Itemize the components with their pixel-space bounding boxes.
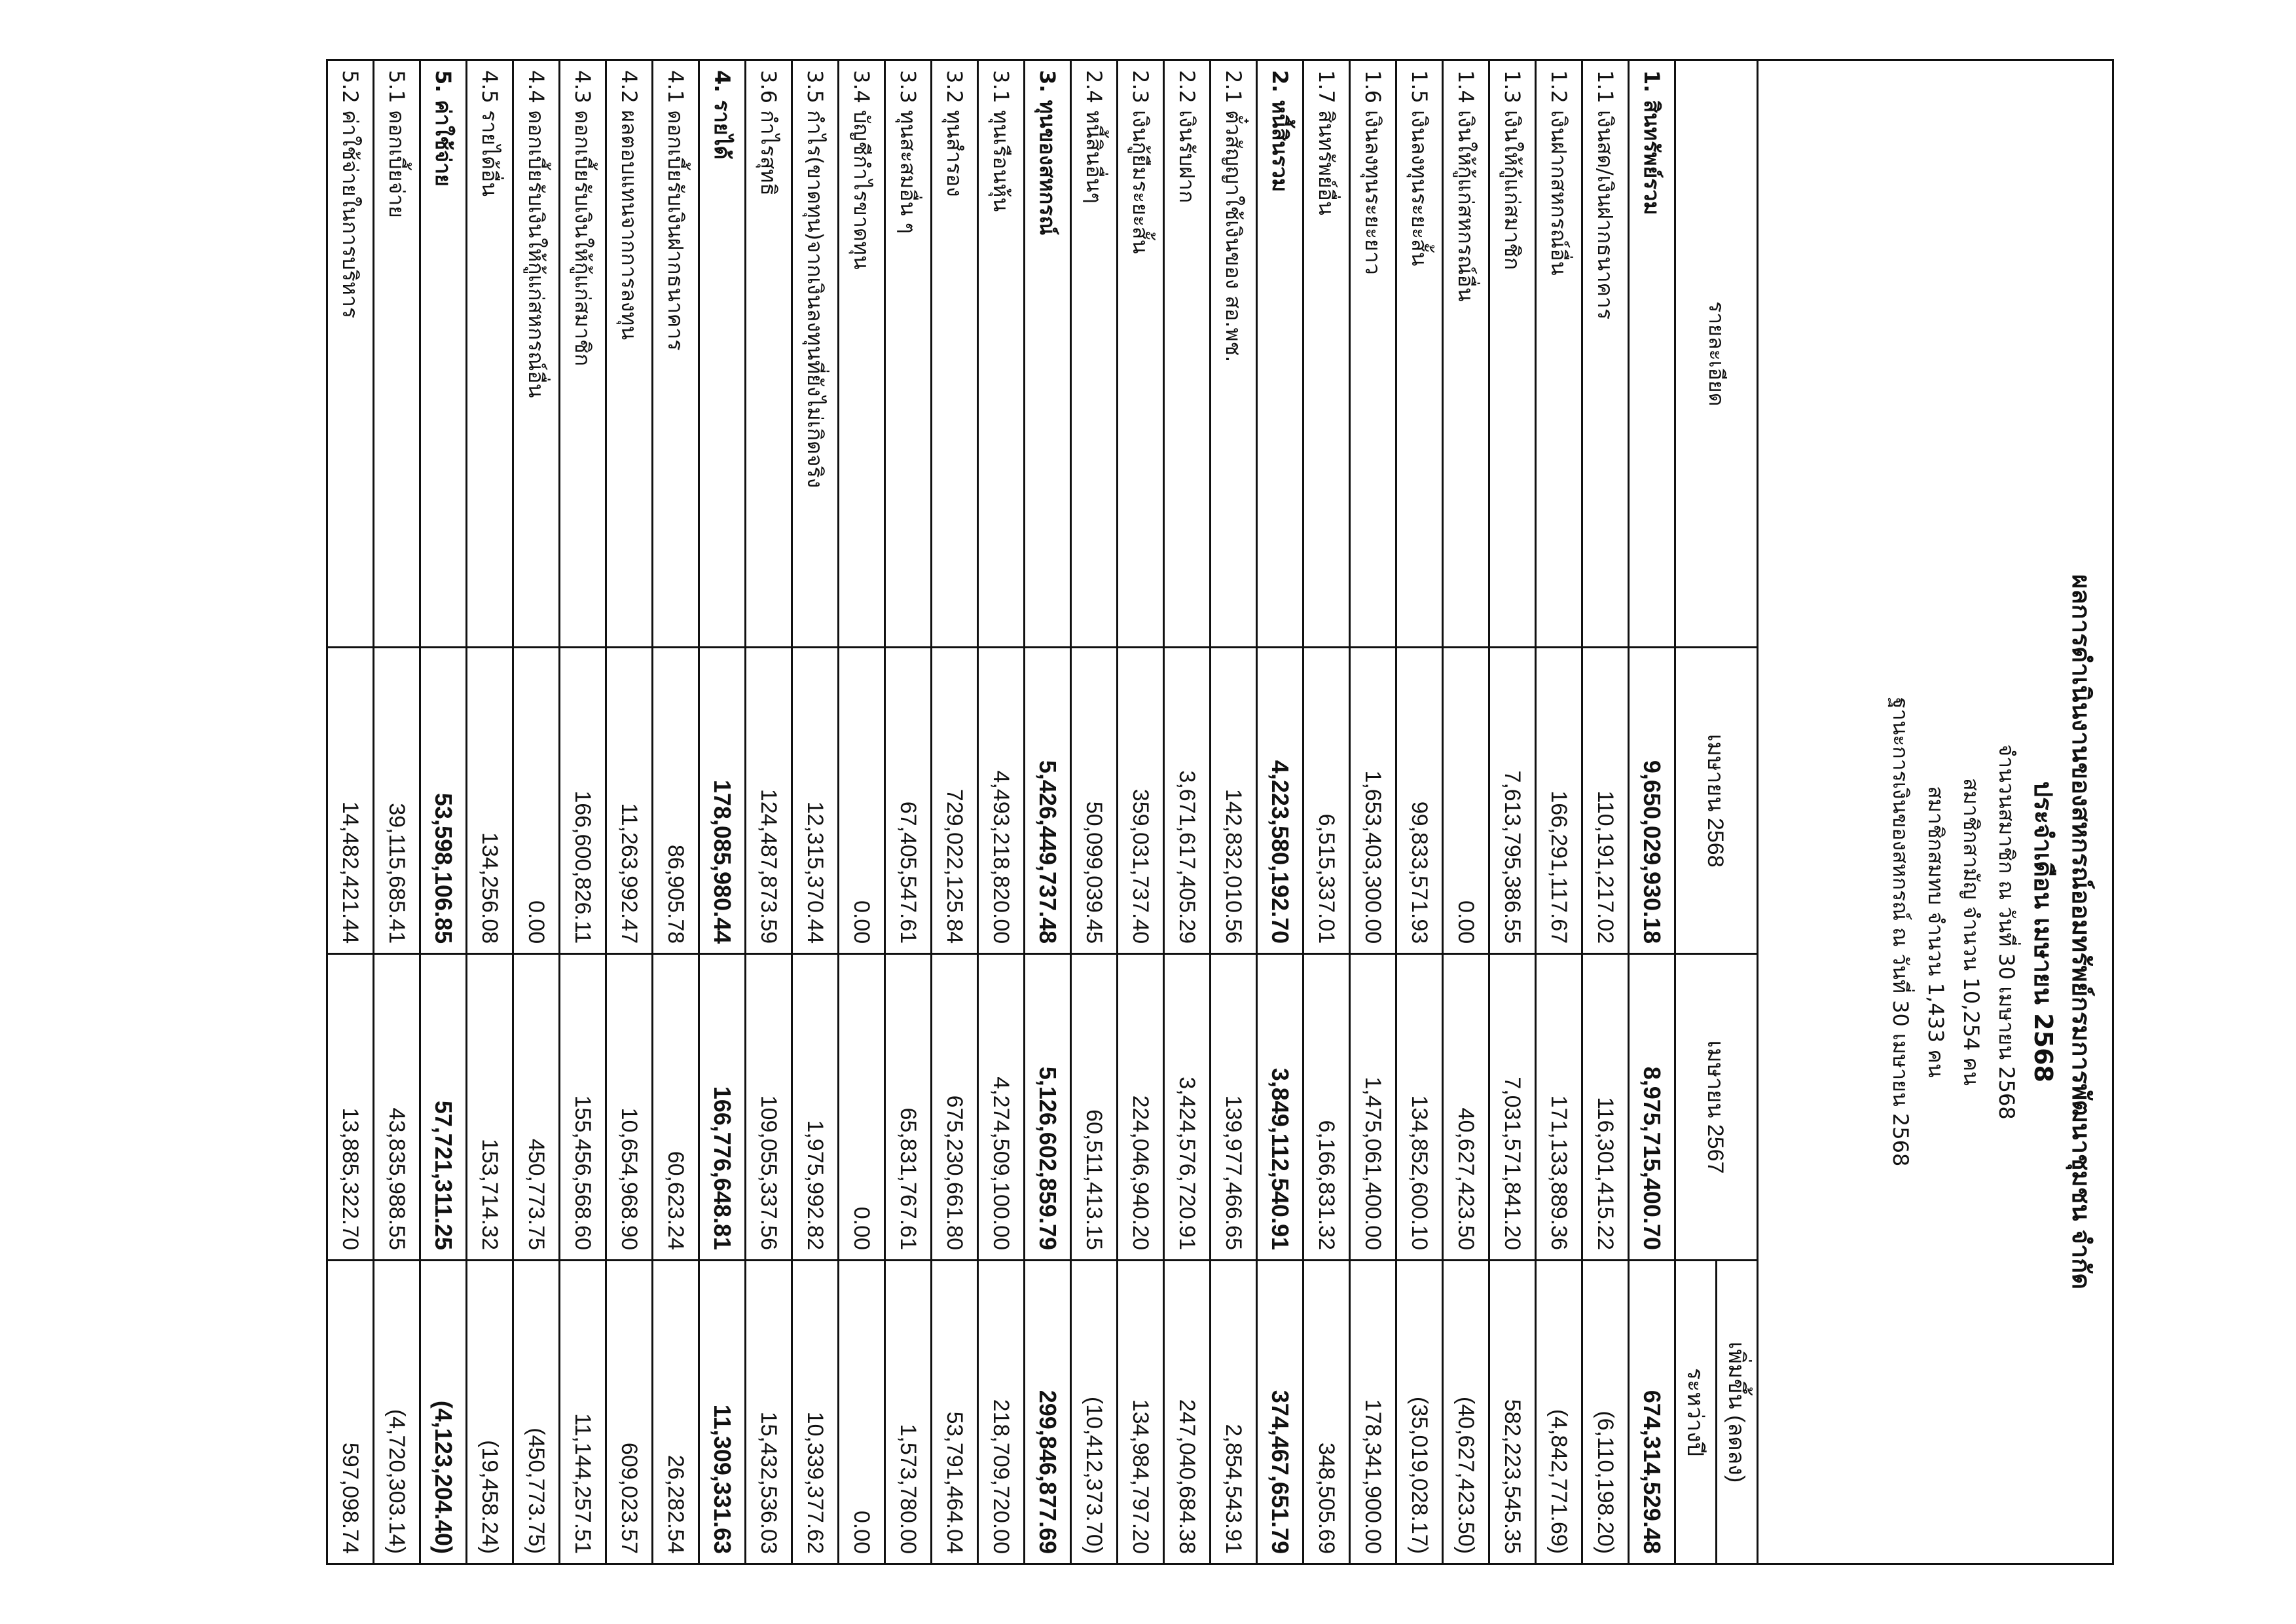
value-2567: 60,511,413.15 <box>1071 954 1118 1261</box>
value-change: (19,458.24) <box>467 1260 513 1564</box>
table-row <box>792 60 839 1564</box>
row-label: 2.1 ตั๋วสัญญาใช้เงินของ สอ.พช. <box>1211 60 1257 648</box>
value-2567: 8,975,715,400.70 <box>1629 954 1675 1261</box>
column-header-row <box>1717 60 1758 1564</box>
value-change: 597,098.74 <box>327 1260 374 1564</box>
value-2567: 40,627,423.50 <box>1443 954 1489 1261</box>
value-change: 582,223,545.35 <box>1489 1260 1536 1564</box>
value-change: 15,432,536.03 <box>746 1260 792 1564</box>
value-2568: 359,031,737.40 <box>1118 648 1164 954</box>
value-2567: 450,773.75 <box>513 954 560 1261</box>
row-label: 3.1 ทุนเรือนหุ้น <box>978 60 1025 648</box>
members-regular: สมาชิกสามัญ จำนวน 10,254 คน <box>1959 778 1984 1086</box>
value-change: 178,341,900.00 <box>1350 1260 1396 1564</box>
table-row <box>1489 60 1536 1564</box>
row-label: 3.6 กำไรสุทธิ <box>746 60 792 648</box>
value-2567: 10,654,968.90 <box>606 954 653 1261</box>
row-label: 2.2 เงินรับฝาก <box>1164 60 1211 648</box>
value-2567: 3,849,112,540.91 <box>1257 954 1303 1261</box>
header-title-row <box>1758 60 2113 1564</box>
row-label: 3.4 บัญชีกำไรขาดทุน <box>839 60 885 648</box>
row-label: 1.1 เงินสด/เงินฝากธนาคาร <box>1582 60 1629 648</box>
row-label: 1.6 เงินลงทุนระยะยาว <box>1350 60 1396 648</box>
table-row <box>1536 60 1582 1564</box>
value-2568: 0.00 <box>839 648 885 954</box>
value-2568: 3,671,617,405.29 <box>1164 648 1211 954</box>
table-row <box>653 60 699 1564</box>
value-2568: 6,515,337.01 <box>1303 648 1350 954</box>
row-label: 4.4 ดอกเบี้ยรับเงินให้กู้แก่สหกรณ์อื่น <box>513 60 560 648</box>
value-2568: 166,291,117.67 <box>1536 648 1582 954</box>
title-area <box>1883 310 2100 1554</box>
value-2567: 109,055,337.56 <box>746 954 792 1261</box>
value-2568: 67,405,547.61 <box>885 648 932 954</box>
table-row <box>1164 60 1211 1564</box>
row-label: 4.2 ผลตอบแทนจากการลงทุน <box>606 60 653 648</box>
value-change: (450,773.75) <box>513 1260 560 1564</box>
value-change: 134,984,797.20 <box>1118 1260 1164 1564</box>
value-2567: 1,975,992.82 <box>792 954 839 1261</box>
value-2568: 134,256.08 <box>467 648 513 954</box>
y2568-header: เมษายน 2568 <box>1675 648 1758 954</box>
table-row <box>513 60 560 1564</box>
value-2568: 9,650,029,930.18 <box>1629 648 1675 954</box>
financial-table <box>326 59 2114 1565</box>
table-row <box>1118 60 1164 1564</box>
value-change: 374,467,651.79 <box>1257 1260 1303 1564</box>
row-label: 2. หนี้สินรวม <box>1257 60 1303 648</box>
value-change: (4,842,771.69) <box>1536 1260 1582 1564</box>
value-change: 674,314,529.48 <box>1629 1260 1675 1564</box>
value-2567: 5,126,602,859.79 <box>1025 954 1071 1261</box>
row-label: 1. สินทรัพย์รวม <box>1629 60 1675 648</box>
value-2567: 134,852,600.10 <box>1396 954 1443 1261</box>
row-label: 5.2 ค่าใช้จ่ายในการบริหาร <box>327 60 374 648</box>
row-label: 4.5 รายได้อื่น <box>467 60 513 648</box>
value-2568: 1,653,403,300.00 <box>1350 648 1396 954</box>
row-label: 1.7 สินทรัพย์อื่น <box>1303 60 1350 648</box>
value-2568: 11,263,992.47 <box>606 648 653 954</box>
value-2567: 57,721,311.25 <box>420 954 467 1261</box>
value-2567: 171,133,889.36 <box>1536 954 1582 1261</box>
value-2568: 50,099,039.45 <box>1071 648 1118 954</box>
table-row <box>374 60 420 1564</box>
value-change: 2,854,543.91 <box>1211 1260 1257 1564</box>
value-2568: 166,600,826.11 <box>560 648 606 954</box>
row-label: 1.2 เงินฝากสหกรณ์อื่น <box>1536 60 1582 648</box>
value-change: 1,573,780.00 <box>885 1260 932 1564</box>
value-change: (6,110,198.20) <box>1582 1260 1629 1564</box>
table-row <box>1025 60 1071 1564</box>
value-change: 218,709,720.00 <box>978 1260 1025 1564</box>
table-row <box>1071 60 1118 1564</box>
table-row <box>1582 60 1629 1564</box>
members-associate: สมาชิกสมทบ จำนวน 1,433 คน <box>1923 786 1948 1078</box>
row-label: 1.4 เงินให้กู้แก่สหกรณ์อื่น <box>1443 60 1489 648</box>
value-2567: 3,424,576,720.91 <box>1164 954 1211 1261</box>
row-label: 3.2 ทุนสำรอง <box>932 60 978 648</box>
table-row <box>1629 60 1675 1564</box>
row-label: 1.5 เงินลงทุนระยะสั้น <box>1396 60 1443 648</box>
y2567-header: เมษายน 2567 <box>1675 954 1758 1261</box>
row-label: 2.4 หนี้สินอื่นๆ <box>1071 60 1118 648</box>
table-row <box>606 60 653 1564</box>
value-2568: 5,426,449,737.48 <box>1025 648 1071 954</box>
value-2568: 39,115,685.41 <box>374 648 420 954</box>
row-label: 1.3 เงินให้กู้แก่สมาชิก <box>1489 60 1536 648</box>
members-total: จำนวนสมาชิก ณ วันที่ 30 เมษายน 2568 <box>1994 744 2019 1120</box>
row-label: 3.3 ทุนสะสมอื่น ๆ <box>885 60 932 648</box>
report-sheet <box>183 59 2114 1565</box>
value-2568: 4,223,580,192.70 <box>1257 648 1303 954</box>
value-2567: 155,456,568.60 <box>560 954 606 1261</box>
value-2567: 7,031,571,841.20 <box>1489 954 1536 1261</box>
value-change: 53,791,464.04 <box>932 1260 978 1564</box>
row-label: 5. ค่าใช้จ่าย <box>420 60 467 648</box>
value-2568: 142,832,010.56 <box>1211 648 1257 954</box>
value-2568: 110,191,217.02 <box>1582 648 1629 954</box>
row-label: 2.3 เงินกู้ยืมระยะสั้น <box>1118 60 1164 648</box>
value-2567: 1,475,061,400.00 <box>1350 954 1396 1261</box>
value-2567: 4,274,509,100.00 <box>978 954 1025 1261</box>
value-change: 348,505.69 <box>1303 1260 1350 1564</box>
value-change: 11,309,331.63 <box>699 1260 746 1564</box>
table-row <box>839 60 885 1564</box>
value-change: 609,023.57 <box>606 1260 653 1564</box>
value-2568: 0.00 <box>513 648 560 954</box>
table-row <box>699 60 746 1564</box>
value-change: 10,339,377.62 <box>792 1260 839 1564</box>
header-cell <box>1758 60 2113 1564</box>
value-change: (4,123,204.40) <box>420 1260 467 1564</box>
value-2567: 153,714.32 <box>467 954 513 1261</box>
table-row <box>467 60 513 1564</box>
table-row <box>1396 60 1443 1564</box>
value-change: 11,144,257.51 <box>560 1260 606 1564</box>
value-2567: 65,831,767.61 <box>885 954 932 1261</box>
value-change: (40,627,423.50) <box>1443 1260 1489 1564</box>
table-row <box>885 60 932 1564</box>
value-2568: 729,022,125.84 <box>932 648 978 954</box>
value-change: (10,412,373.70) <box>1071 1260 1118 1564</box>
value-2568: 53,598,106.85 <box>420 648 467 954</box>
table-row <box>978 60 1025 1564</box>
value-change: 26,282.54 <box>653 1260 699 1564</box>
value-2567: 0.00 <box>839 954 885 1261</box>
row-label: 4. รายได้ <box>699 60 746 648</box>
value-2567: 43,835,988.55 <box>374 954 420 1261</box>
value-2568: 124,487,873.59 <box>746 648 792 954</box>
table-row <box>932 60 978 1564</box>
change-group-header: เพิ่มขึ้น (ลดลง) <box>1717 1260 1758 1564</box>
value-change: 299,846,877.69 <box>1025 1260 1071 1564</box>
table-row <box>560 60 606 1564</box>
value-2568: 99,833,571.93 <box>1396 648 1443 954</box>
value-2567: 166,776,648.81 <box>699 954 746 1261</box>
table-row <box>420 60 467 1564</box>
row-label: 3. ทุนของสหกรณ์ <box>1025 60 1071 648</box>
value-2568: 4,493,218,820.00 <box>978 648 1025 954</box>
value-change: 247,040,684.38 <box>1164 1260 1211 1564</box>
value-2567: 224,046,940.20 <box>1118 954 1164 1261</box>
table-row <box>327 60 374 1564</box>
row-label: 3.5 กำไร(ขาดทุน)จากเงินลงทุนที่ยังไม่เกิดจริง <box>792 60 839 648</box>
report-subtitle: ประจำเดือน เมษายน 2568 <box>2029 781 2058 1082</box>
financial-note: ฐานะการเงินของสหกรณ์ ณ วันที่ 30 เมษายน 2568 <box>1888 697 1913 1167</box>
value-2567: 675,230,661.80 <box>932 954 978 1261</box>
value-2567: 13,885,322.70 <box>327 954 374 1261</box>
table-row <box>746 60 792 1564</box>
row-label: 4.3 ดอกเบี้ยรับเงินให้กู้แก่สมาชิก <box>560 60 606 648</box>
value-change: 0.00 <box>839 1260 885 1564</box>
value-2567: 60,623.24 <box>653 954 699 1261</box>
row-label: 5.1 ดอกเบี้ยจ่าย <box>374 60 420 648</box>
value-2568: 14,482,421.44 <box>327 648 374 954</box>
table-row <box>1211 60 1257 1564</box>
table-row <box>1443 60 1489 1564</box>
value-2567: 6,166,831.32 <box>1303 954 1350 1261</box>
table-row <box>1257 60 1303 1564</box>
detail-header: รายละเอียด <box>1675 60 1758 648</box>
table-row <box>1350 60 1396 1564</box>
value-2568: 86,905.78 <box>653 648 699 954</box>
value-change: (35,019,028.17) <box>1396 1260 1443 1564</box>
table-body <box>327 60 1675 1564</box>
table-row <box>1303 60 1350 1564</box>
value-change: (4,720,303.14) <box>374 1260 420 1564</box>
report-title: ผลการดำเนินงานของสหกรณ์ออมทรัพย์กรมการพัฒนาชุมชน จำกัด <box>2067 574 2096 1289</box>
row-label: 4.1 ดอกเบี้ยรับเงินฝากธนาคาร <box>653 60 699 648</box>
change-header: ระหว่างปี <box>1675 1260 1717 1564</box>
value-2568: 12,315,370.44 <box>792 648 839 954</box>
value-2568: 7,613,795,386.55 <box>1489 648 1536 954</box>
value-2567: 116,301,415.22 <box>1582 954 1629 1261</box>
value-2568: 178,085,980.44 <box>699 648 746 954</box>
value-2568: 0.00 <box>1443 648 1489 954</box>
value-2567: 139,977,466.65 <box>1211 954 1257 1261</box>
